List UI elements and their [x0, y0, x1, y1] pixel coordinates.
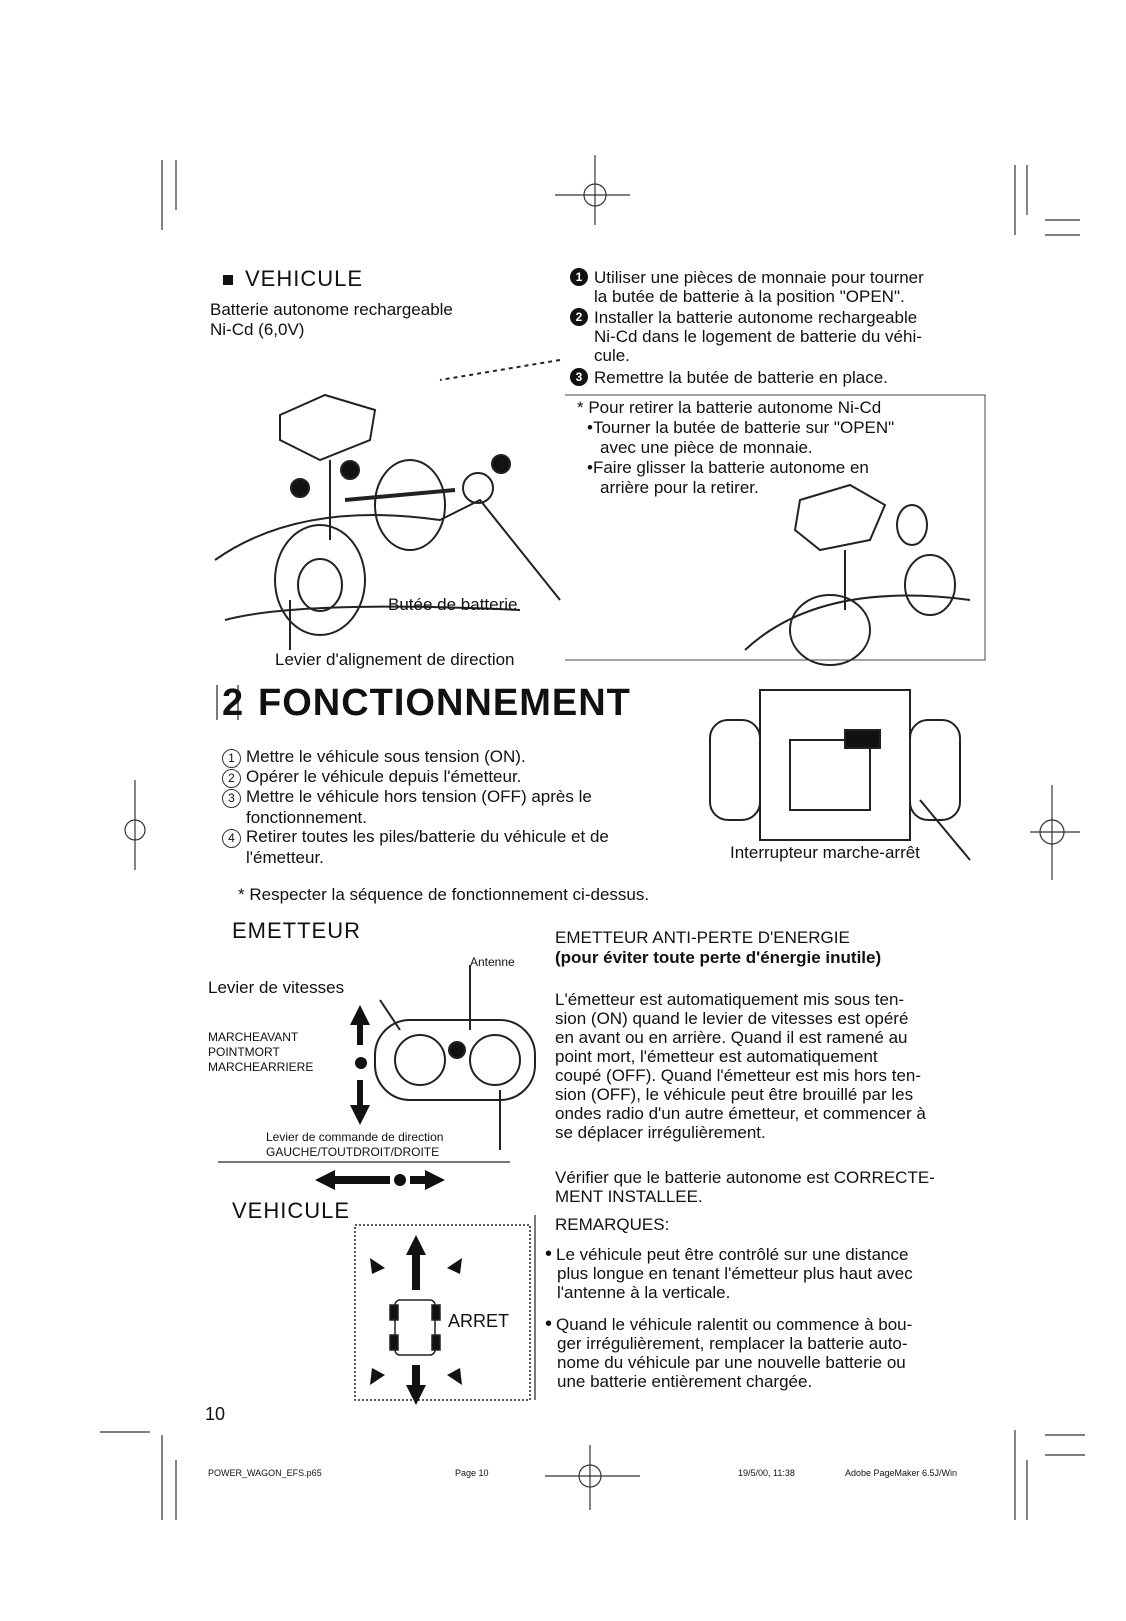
- levier-alignement-label: Levier d'alignement de direction: [275, 650, 515, 669]
- fonctionnement-item-1: [222, 747, 526, 768]
- remark-1-line: l'antenne à la verticale.: [557, 1283, 731, 1302]
- directions-label: GAUCHE/TOUTDROIT/DROITE: [266, 1145, 440, 1159]
- item-number: 4: [222, 829, 241, 848]
- remarques-heading: REMARQUES:: [555, 1215, 670, 1234]
- levier-direction-label: Levier de commande de direction: [266, 1130, 444, 1144]
- item-number: 1: [222, 749, 241, 768]
- butee-label: Butée de batterie: [388, 595, 518, 614]
- para-line: L'émetteur est automatiquement mis sous ten-: [555, 990, 905, 1009]
- step-2-line-3: cule.: [594, 346, 630, 365]
- remark-1: [545, 1245, 913, 1302]
- verify-line: MENT INSTALLEE.: [555, 1187, 703, 1206]
- step-1: [570, 268, 990, 306]
- removal-line-5: arrière pour la retirer.: [600, 478, 759, 497]
- timestamp: 19/5/00, 11:38: [738, 1468, 795, 1478]
- speed-arrows-icon: [350, 1005, 370, 1125]
- para-line: ondes radio d'un autre émetteur, et commencer à: [555, 1104, 926, 1123]
- step-3-line-1: Remettre la butée de batterie en place.: [594, 368, 888, 387]
- removal-line-3: avec une pièce de monnaie.: [600, 438, 813, 457]
- item-3-line-1: Mettre le véhicule hors tension (OFF) après le: [246, 787, 592, 806]
- remark-2-line: ger irrégulièrement, remplacer la batterie auto-: [557, 1334, 908, 1353]
- verify-line: Vérifier que le batterie autonome est CORRECTE-: [555, 1168, 935, 1187]
- step-number-badge: 2: [570, 308, 588, 326]
- fonctionnement-item-4: [222, 827, 609, 867]
- item-2-text: Opérer le véhicule depuis l'émetteur.: [246, 767, 522, 786]
- item-4-line-2: l'émetteur.: [246, 848, 324, 867]
- remark-2-line: une batterie entièrement chargée.: [557, 1372, 813, 1391]
- battery-line-1: Batterie autonome rechargeable: [210, 300, 453, 319]
- fonctionnement-title: FONCTIONNEMENT: [258, 682, 631, 724]
- step-1-line-1: Utiliser une pièces de monnaie pour tourner: [594, 268, 924, 287]
- bullet-icon: •: [545, 1313, 553, 1335]
- vehicule-heading-text: VEHICULE: [245, 266, 364, 291]
- page-label: Page 10: [455, 1468, 489, 1478]
- step-2-line-1: Installer la batterie autonome rechargeable: [594, 308, 918, 327]
- switch-label: Interrupteur marche-arrêt: [730, 843, 920, 862]
- fonctionnement-item-3: [222, 787, 592, 827]
- vehicule-heading-2: VEHICULE: [232, 1198, 351, 1223]
- para-line: coupé (OFF). Quand l'émetteur est mis hors ten-: [555, 1066, 922, 1085]
- transmitter-illustration: [375, 965, 535, 1150]
- removal-line-1: * Pour retirer la batterie autonome Ni-Cd: [577, 398, 882, 417]
- para-line: en avant ou en arrière. Quand il est ramené au: [555, 1028, 908, 1047]
- anti-perte-paragraph: [555, 990, 926, 1142]
- item-1-text: Mettre le véhicule sous tension (ON).: [246, 747, 526, 766]
- page-number: 10: [205, 1404, 226, 1424]
- para-line: point mort, l'émetteur est automatiquement: [555, 1047, 878, 1066]
- removal-line-4: •Faire glisser la batterie autonome en: [587, 458, 869, 477]
- file-name: POWER_WAGON_EFS.p65: [208, 1468, 322, 1478]
- remark-1-line: plus longue en tenant l'émetteur plus haut avec: [557, 1264, 913, 1283]
- step-number-badge: 1: [570, 268, 588, 286]
- levier-vitesses-label: Levier de vitesses: [208, 978, 345, 997]
- para-line: sion (ON) quand le levier de vitesses est opéré: [555, 1009, 909, 1028]
- item-3-line-2: fonctionnement.: [246, 808, 367, 827]
- marche-arriere-label: MARCHEARRIERE: [208, 1060, 314, 1074]
- battery-line-2: Ni-Cd (6,0V): [210, 320, 305, 339]
- remark-2-line: Quand le véhicule ralentit ou commence à bou-: [556, 1315, 913, 1334]
- point-mort-label: POINTMORT: [208, 1045, 280, 1059]
- anti-perte-heading: EMETTEUR ANTI-PERTE D'ENERGIE: [555, 928, 850, 947]
- step-2: [570, 308, 990, 365]
- remark-1-line: Le véhicule peut être contrôlé sur une distance: [556, 1245, 909, 1264]
- remark-2: [545, 1315, 912, 1391]
- battery-removal-illustration: [745, 485, 970, 665]
- sequence-note: * Respecter la séquence de fonctionnement ci-dessus.: [238, 885, 650, 904]
- step-number-badge: 3: [570, 368, 588, 386]
- software-label: Adobe PageMaker 6.5J/Win: [845, 1468, 958, 1478]
- antenne-label: Antenne: [470, 955, 515, 969]
- section-number: 2: [222, 682, 245, 724]
- arret-label: ARRET: [448, 1311, 510, 1331]
- item-4-line-1: Retirer toutes les piles/batterie du véhicule et de: [246, 827, 609, 846]
- power-switch-illustration: [710, 690, 970, 860]
- step-2-line-2: Ni-Cd dans le logement de batterie du véhi-: [594, 327, 922, 346]
- step-3: [570, 368, 990, 387]
- steering-arrows-icon: [315, 1170, 445, 1190]
- para-line: se déplacer irrégulièrement.: [555, 1123, 766, 1142]
- vehicule-heading: [223, 266, 363, 292]
- marche-avant-label: MARCHEAVANT: [208, 1030, 299, 1044]
- para-line: sion (OFF), le véhicule peut être brouillé par les: [555, 1085, 914, 1104]
- fonctionnement-item-2: [222, 767, 521, 788]
- remark-2-line: nome du véhicule par une nouvelle batterie ou: [557, 1353, 906, 1372]
- square-bullet-icon: [223, 275, 233, 285]
- removal-line-2: •Tourner la butée de batterie sur "OPEN": [587, 418, 895, 437]
- item-number: 3: [222, 789, 241, 808]
- item-number: 2: [222, 769, 241, 788]
- anti-perte-subheading: (pour éviter toute perte d'énergie inutile): [555, 948, 882, 967]
- step-1-line-2: la butée de batterie à la position "OPEN".: [594, 287, 905, 306]
- emetteur-heading: EMETTEUR: [232, 918, 361, 943]
- bullet-icon: •: [545, 1243, 553, 1265]
- verify-paragraph: [555, 1168, 935, 1206]
